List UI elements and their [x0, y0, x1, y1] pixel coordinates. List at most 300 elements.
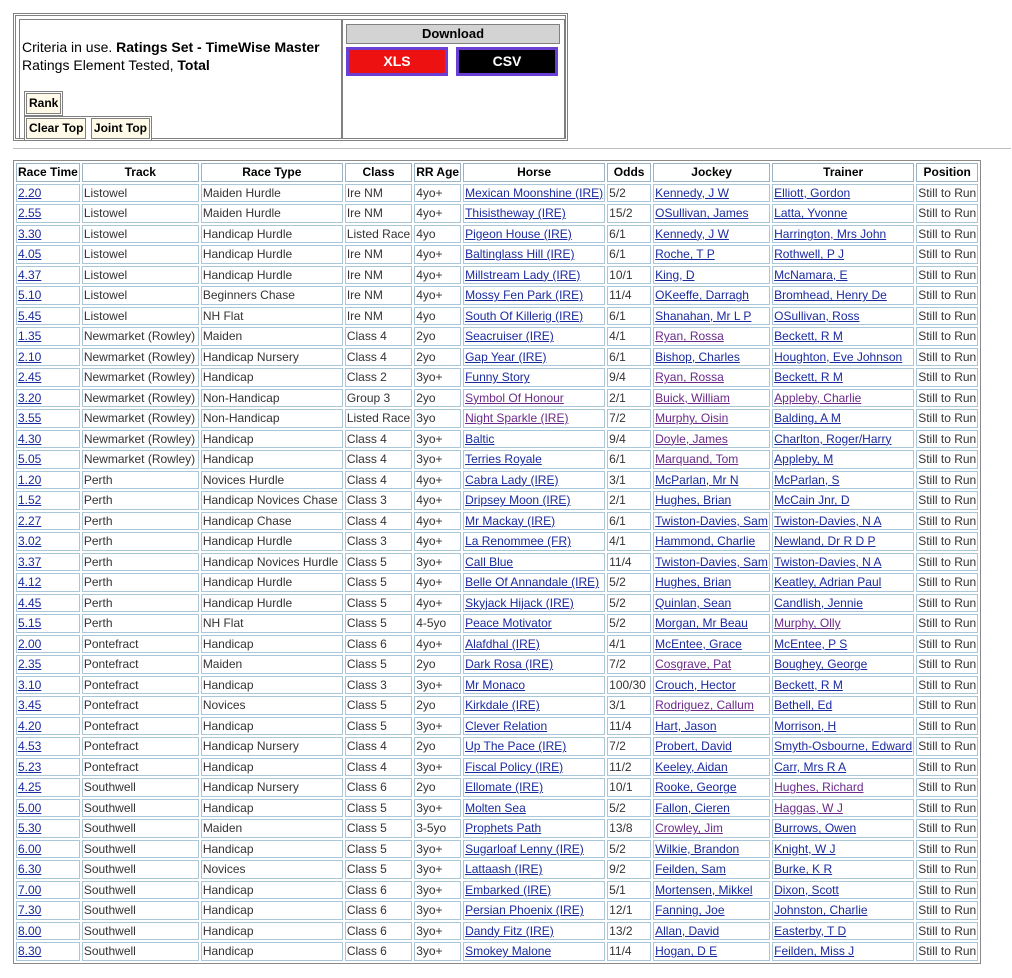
trainer-link[interactable]: Morrison, H	[774, 718, 837, 733]
trainer-link[interactable]: Keatley, Adrian Paul	[774, 575, 882, 590]
jockey-link[interactable]: Feilden, Sam	[655, 862, 726, 877]
jockey-cell	[653, 389, 770, 408]
rr-age-cell: 3yo+	[414, 942, 461, 961]
header-odds[interactable]: Odds	[607, 163, 651, 182]
jockey-link[interactable]: Mortensen, Mikkel	[655, 882, 753, 897]
odds-cell: 5/2	[607, 594, 651, 613]
horse-cell	[463, 942, 605, 961]
horse-link[interactable]: Mr Mackay (IRE)	[465, 513, 556, 528]
race-time-link[interactable]: 4.53	[18, 739, 42, 754]
race-time-link[interactable]: 5.30	[18, 821, 42, 836]
trainer-cell	[772, 819, 914, 838]
race-type-cell: Handicap Nursery	[201, 348, 343, 367]
horse-link[interactable]: Baltic	[465, 431, 495, 446]
odds-cell: 6/1	[607, 512, 651, 531]
race-type-cell: Handicap	[201, 840, 343, 859]
criteria-cell	[19, 19, 342, 139]
race-type-cell: Handicap	[201, 922, 343, 941]
horse-link[interactable]: Baltinglass Hill (IRE)	[465, 247, 575, 262]
race-time-link[interactable]: 5.15	[18, 616, 42, 631]
results-table	[13, 160, 981, 964]
jockey-link[interactable]: Shanahan, Mr L P	[655, 308, 752, 323]
rr-age-cell: 4yo+	[414, 471, 461, 490]
jockey-link[interactable]: Murphy, Oisin	[655, 411, 729, 426]
horse-cell	[463, 696, 605, 715]
position-cell: Still to Run	[916, 737, 978, 756]
jockey-link[interactable]: Marquand, Tom	[655, 452, 739, 467]
trainer-link[interactable]: Hughes, Richard	[774, 780, 864, 795]
ratings-element-value: Total	[177, 57, 210, 73]
track-cell: Pontefract	[82, 696, 199, 715]
position-cell: Still to Run	[916, 409, 978, 428]
trainer-link[interactable]: McNamara, E	[774, 267, 848, 282]
jockey-cell	[653, 778, 770, 797]
trainer-link[interactable]: Latta, Yvonne	[774, 206, 848, 221]
odds-cell: 9/4	[607, 430, 651, 449]
position-cell: Still to Run	[916, 348, 978, 367]
position-cell: Still to Run	[916, 778, 978, 797]
horse-link[interactable]: Smokey Malone	[465, 944, 552, 959]
position-cell: Still to Run	[916, 573, 978, 592]
horse-link[interactable]: Thisistheway (IRE)	[465, 206, 566, 221]
download-cell	[342, 19, 565, 139]
jockey-cell	[653, 409, 770, 428]
trainer-link[interactable]: McParlan, S	[774, 472, 840, 487]
race-time-link[interactable]: 4.37	[18, 267, 42, 282]
class-cell: Class 4	[345, 327, 412, 346]
position-cell: Still to Run	[916, 532, 978, 551]
trainer-link[interactable]: Beckett, R M	[774, 677, 843, 692]
rr-age-cell: 4yo+	[414, 594, 461, 613]
race-time-cell	[16, 717, 80, 736]
rr-age-cell: 3yo	[414, 409, 461, 428]
jockey-link[interactable]: McEntee, Grace	[655, 636, 742, 651]
trainer-link[interactable]: Candlish, Jennie	[774, 595, 863, 610]
jockey-link[interactable]: Buick, William	[655, 390, 730, 405]
jockey-link[interactable]: Twiston-Davies, Sam	[655, 513, 768, 528]
jockey-link[interactable]: Fallon, Cieren	[655, 800, 730, 815]
odds-cell: 2/1	[607, 389, 651, 408]
table-row	[16, 430, 978, 449]
jockey-link[interactable]: Hughes, Brian	[655, 493, 732, 508]
jockey-cell	[653, 860, 770, 879]
jockey-link[interactable]: Cosgrave, Pat	[655, 657, 732, 672]
trainer-link[interactable]: Harrington, Mrs John	[774, 226, 887, 241]
class-cell: Class 4	[345, 758, 412, 777]
track-cell: Listowel	[82, 184, 199, 203]
jockey-link[interactable]: Quinlan, Sean	[655, 595, 732, 610]
horse-cell	[463, 307, 605, 326]
trainer-link[interactable]: McCain Jnr, D	[774, 493, 850, 508]
jockey-link[interactable]: Roche, T P	[655, 247, 715, 262]
jockey-link[interactable]: Probert, David	[655, 739, 732, 754]
header-jockey[interactable]: Jockey	[653, 163, 770, 182]
race-time-link[interactable]: 1.20	[18, 472, 42, 487]
horse-link[interactable]: Cabra Lady (IRE)	[465, 472, 559, 487]
odds-cell: 13/8	[607, 819, 651, 838]
download-xls-button[interactable]: XLS	[346, 47, 448, 76]
position-cell: Still to Run	[916, 245, 978, 264]
horse-link[interactable]: South Of Killerig (IRE)	[465, 308, 584, 323]
track-cell: Listowel	[82, 286, 199, 305]
rr-age-cell: 3yo+	[414, 676, 461, 695]
race-type-cell: Handicap	[201, 450, 343, 469]
jockey-cell	[653, 901, 770, 920]
horse-link[interactable]: Millstream Lady (IRE)	[465, 267, 581, 282]
race-time-link[interactable]: 4.20	[18, 718, 42, 733]
jockey-link[interactable]: McParlan, Mr N	[655, 472, 739, 487]
horse-link[interactable]: Dark Rosa (IRE)	[465, 657, 554, 672]
rank-button-box	[24, 91, 63, 116]
horse-link[interactable]: Funny Story	[465, 370, 530, 385]
race-time-link[interactable]: 2.00	[18, 636, 42, 651]
horse-link[interactable]: Seacruiser (IRE)	[465, 329, 554, 344]
jockey-link[interactable]: Kennedy, J W	[655, 226, 729, 241]
horse-link[interactable]: Symbol Of Honour	[465, 390, 564, 405]
race-time-link[interactable]: 3.20	[18, 390, 42, 405]
race-type-cell: Handicap	[201, 676, 343, 695]
clear-top-button[interactable]: Clear Top	[26, 118, 86, 139]
results-table-wrapper	[13, 160, 981, 964]
race-time-link[interactable]: 4.25	[18, 780, 42, 795]
race-time-link[interactable]: 4.30	[18, 431, 42, 446]
trainer-link[interactable]: Appleby, Charlie	[774, 390, 862, 405]
odds-cell: 6/1	[607, 225, 651, 244]
jockey-link[interactable]: Allan, David	[655, 923, 720, 938]
jockey-link[interactable]: Keeley, Aidan	[655, 759, 728, 774]
track-cell: Southwell	[82, 799, 199, 818]
header-race-type[interactable]: Race Type	[201, 163, 343, 182]
trainer-cell	[772, 286, 914, 305]
horse-link[interactable]: Alafdhal (IRE)	[465, 636, 540, 651]
table-row	[16, 922, 978, 941]
position-cell: Still to Run	[916, 471, 978, 490]
odds-cell: 12/1	[607, 901, 651, 920]
position-cell: Still to Run	[916, 512, 978, 531]
position-cell: Still to Run	[916, 676, 978, 695]
horse-cell	[463, 737, 605, 756]
track-cell: Newmarket (Rowley)	[82, 327, 199, 346]
horse-cell	[463, 758, 605, 777]
position-cell: Still to Run	[916, 491, 978, 510]
race-type-cell: Handicap Hurdle	[201, 573, 343, 592]
jockey-link[interactable]: Twiston-Davies, Sam	[655, 554, 768, 569]
race-time-link[interactable]: 1.35	[18, 329, 42, 344]
jockey-link[interactable]: Hammond, Charlie	[655, 534, 756, 549]
trainer-link[interactable]: Easterby, T D	[774, 923, 847, 938]
jockey-cell	[653, 573, 770, 592]
table-row	[16, 409, 978, 428]
jockey-link[interactable]: Hart, Jason	[655, 718, 717, 733]
race-time-link[interactable]: 5.10	[18, 288, 42, 303]
jockey-link[interactable]: Kennedy, J W	[655, 185, 729, 200]
race-time-cell	[16, 491, 80, 510]
horse-link[interactable]: Terries Royale	[465, 452, 542, 467]
rank-button[interactable]: Rank	[26, 93, 61, 114]
horse-cell	[463, 819, 605, 838]
track-cell: Southwell	[82, 922, 199, 941]
class-cell: Class 5	[345, 799, 412, 818]
trainer-link[interactable]: Balding, A M	[774, 411, 841, 426]
odds-cell: 100/30	[607, 676, 651, 695]
horse-cell	[463, 717, 605, 736]
trainer-link[interactable]: Bethell, Ed	[774, 698, 833, 713]
trainer-link[interactable]: Feilden, Miss J	[774, 944, 855, 959]
trainer-link[interactable]: Newland, Dr R D P	[774, 534, 876, 549]
header-position[interactable]: Position	[916, 163, 978, 182]
position-cell: Still to Run	[916, 225, 978, 244]
joint-top-button[interactable]: Joint Top	[91, 118, 150, 139]
race-time-link[interactable]: 2.10	[18, 349, 42, 364]
trainer-link[interactable]: Dixon, Scott	[774, 882, 839, 897]
race-type-cell: Handicap Hurdle	[201, 245, 343, 264]
race-type-cell: Maiden	[201, 655, 343, 674]
trainer-link[interactable]: Bromhead, Henry De	[774, 288, 887, 303]
race-time-link[interactable]: 6.00	[18, 841, 42, 856]
horse-link[interactable]: Dripsey Moon (IRE)	[465, 493, 571, 508]
trainer-cell	[772, 184, 914, 203]
track-cell: Southwell	[82, 881, 199, 900]
position-cell: Still to Run	[916, 450, 978, 469]
horse-link[interactable]: Clever Relation	[465, 718, 548, 733]
odds-cell: 4/1	[607, 635, 651, 654]
rr-age-cell: 4yo+	[414, 204, 461, 223]
jockey-cell	[653, 922, 770, 941]
rr-age-cell: 2yo	[414, 737, 461, 756]
horse-link[interactable]: Mr Monaco	[465, 677, 526, 692]
race-time-link[interactable]: 2.55	[18, 206, 42, 221]
trainer-link[interactable]: Smyth-Osbourne, Edward	[774, 739, 913, 754]
jockey-link[interactable]: Hogan, D E	[655, 944, 718, 959]
header-trainer[interactable]: Trainer	[772, 163, 914, 182]
jockey-link[interactable]: Wilkie, Brandon	[655, 841, 740, 856]
horse-link[interactable]: Fiscal Policy (IRE)	[465, 759, 564, 774]
horse-link[interactable]: Belle Of Annandale (IRE)	[465, 575, 600, 590]
track-cell: Listowel	[82, 204, 199, 223]
race-type-cell: Maiden	[201, 819, 343, 838]
race-time-cell	[16, 368, 80, 387]
class-cell: Ire NM	[345, 307, 412, 326]
odds-cell: 6/1	[607, 307, 651, 326]
race-time-link[interactable]: 1.52	[18, 493, 42, 508]
odds-cell: 9/4	[607, 368, 651, 387]
trainer-cell	[772, 676, 914, 695]
track-cell: Pontefract	[82, 758, 199, 777]
horse-link[interactable]: Night Sparkle (IRE)	[465, 411, 569, 426]
horse-link[interactable]: Prophets Path	[465, 821, 542, 836]
jockey-link[interactable]: King, D	[655, 267, 695, 282]
header-rr-age[interactable]: RR Age	[414, 163, 461, 182]
race-time-link[interactable]: 7.00	[18, 882, 42, 897]
table-row	[16, 860, 978, 879]
download-csv-button[interactable]: CSV	[456, 47, 558, 76]
jockey-cell	[653, 532, 770, 551]
horse-link[interactable]: Pigeon House (IRE)	[465, 226, 572, 241]
jockey-link[interactable]: OSullivan, James	[655, 206, 749, 221]
horse-link[interactable]: Dandy Fitz (IRE)	[465, 923, 554, 938]
race-time-link[interactable]: 7.30	[18, 903, 42, 918]
track-cell: Southwell	[82, 901, 199, 920]
race-time-link[interactable]: 2.35	[18, 657, 42, 672]
header-race-time[interactable]: Race Time	[16, 163, 80, 182]
trainer-link[interactable]: Rothwell, P J	[774, 247, 844, 262]
race-type-cell: Handicap	[201, 901, 343, 920]
trainer-link[interactable]: Knight, W J	[774, 841, 836, 856]
race-time-link[interactable]: 5.45	[18, 308, 42, 323]
horse-link[interactable]: Embarked (IRE)	[465, 882, 552, 897]
jockey-link[interactable]: Hughes, Brian	[655, 575, 732, 590]
jockey-cell	[653, 676, 770, 695]
trainer-link[interactable]: Charlton, Roger/Harry	[774, 431, 892, 446]
track-cell: Perth	[82, 512, 199, 531]
race-time-link[interactable]: 3.37	[18, 554, 42, 569]
track-cell: Listowel	[82, 266, 199, 285]
jockey-link[interactable]: Crowley, Jim	[655, 821, 723, 836]
trainer-link[interactable]: Beckett, R M	[774, 329, 843, 344]
jockey-link[interactable]: Fanning, Joe	[655, 903, 725, 918]
track-cell: Newmarket (Rowley)	[82, 389, 199, 408]
horse-link[interactable]: Skyjack Hijack (IRE)	[465, 595, 574, 610]
race-time-link[interactable]: 5.00	[18, 800, 42, 815]
horse-link[interactable]: Mossy Fen Park (IRE)	[465, 288, 584, 303]
rr-age-cell: 3yo+	[414, 840, 461, 859]
odds-cell: 6/1	[607, 450, 651, 469]
race-time-link[interactable]: 3.55	[18, 411, 42, 426]
jockey-link[interactable]: OKeeffe, Darragh	[655, 288, 749, 303]
race-time-link[interactable]: 3.30	[18, 226, 42, 241]
trainer-link[interactable]: Burke, K R	[774, 862, 833, 877]
horse-link[interactable]: La Renommee (FR)	[465, 534, 572, 549]
trainer-link[interactable]: Elliott, Gordon	[774, 185, 851, 200]
position-cell: Still to Run	[916, 594, 978, 613]
trainer-cell	[772, 409, 914, 428]
rr-age-cell: 3yo+	[414, 901, 461, 920]
jockey-link[interactable]: Rooke, George	[655, 780, 737, 795]
trainer-link[interactable]: Burrows, Owen	[774, 821, 857, 836]
trainer-link[interactable]: Carr, Mrs R A	[774, 759, 847, 774]
jockey-link[interactable]: Ryan, Rossa	[655, 370, 724, 385]
header-horse[interactable]: Horse	[463, 163, 605, 182]
trainer-cell	[772, 389, 914, 408]
header-class[interactable]: Class	[345, 163, 412, 182]
race-time-link[interactable]: 4.05	[18, 247, 42, 262]
race-time-cell	[16, 696, 80, 715]
track-cell: Perth	[82, 573, 199, 592]
race-time-link[interactable]: 3.02	[18, 534, 42, 549]
horse-link[interactable]: Ellomate (IRE)	[465, 780, 544, 795]
horse-link[interactable]: Up The Pace (IRE)	[465, 739, 567, 754]
odds-cell: 7/2	[607, 409, 651, 428]
trainer-link[interactable]: Twiston-Davies, N A	[774, 513, 882, 528]
race-time-link[interactable]: 4.45	[18, 595, 42, 610]
horse-link[interactable]: Molten Sea	[465, 800, 526, 815]
horse-link[interactable]: Gap Year (IRE)	[465, 349, 547, 364]
top-buttons-box	[24, 116, 152, 141]
jockey-link[interactable]: Ryan, Rossa	[655, 329, 724, 344]
horse-cell	[463, 573, 605, 592]
trainer-link[interactable]: Houghton, Eve Johnson	[774, 349, 903, 364]
horse-cell	[463, 266, 605, 285]
race-type-cell: Handicap Nursery	[201, 778, 343, 797]
race-time-link[interactable]: 8.00	[18, 923, 42, 938]
trainer-link[interactable]: OSullivan, Ross	[774, 308, 860, 323]
rr-age-cell: 2yo	[414, 655, 461, 674]
trainer-link[interactable]: Johnston, Charlie	[774, 903, 868, 918]
position-cell: Still to Run	[916, 881, 978, 900]
track-cell: Southwell	[82, 942, 199, 961]
race-time-link[interactable]: 8.30	[18, 944, 42, 959]
race-type-cell: Handicap	[201, 635, 343, 654]
odds-cell: 4/1	[607, 532, 651, 551]
race-time-link[interactable]: 2.27	[18, 513, 42, 528]
race-time-link[interactable]: 5.05	[18, 452, 42, 467]
trainer-link[interactable]: Boughey, George	[774, 657, 868, 672]
jockey-link[interactable]: Crouch, Hector	[655, 677, 736, 692]
trainer-cell	[772, 901, 914, 920]
race-time-link[interactable]: 2.20	[18, 185, 42, 200]
horse-link[interactable]: Kirkdale (IRE)	[465, 698, 540, 713]
race-time-link[interactable]: 2.45	[18, 370, 42, 385]
jockey-link[interactable]: Doyle, James	[655, 431, 728, 446]
race-time-link[interactable]: 3.45	[18, 698, 42, 713]
horse-link[interactable]: Sugarloaf Lenny (IRE)	[465, 841, 584, 856]
race-time-cell	[16, 737, 80, 756]
race-time-link[interactable]: 6.30	[18, 862, 42, 877]
results-body	[16, 184, 978, 961]
trainer-link[interactable]: Beckett, R M	[774, 370, 843, 385]
table-row	[16, 594, 978, 613]
race-time-link[interactable]: 5.23	[18, 759, 42, 774]
horse-link[interactable]: Peace Motivator	[465, 616, 552, 631]
class-cell: Class 5	[345, 717, 412, 736]
class-cell: Listed Race	[345, 225, 412, 244]
jockey-link[interactable]: Rodriguez, Callum	[655, 698, 754, 713]
trainer-link[interactable]: Appleby, M	[774, 452, 834, 467]
horse-link[interactable]: Mexican Moonshine (IRE)	[465, 185, 604, 200]
horse-cell	[463, 327, 605, 346]
position-cell: Still to Run	[916, 901, 978, 920]
horse-cell	[463, 348, 605, 367]
race-time-cell	[16, 799, 80, 818]
class-cell: Class 4	[345, 430, 412, 449]
race-time-link[interactable]: 4.12	[18, 575, 42, 590]
trainer-link[interactable]: Haggas, W J	[774, 800, 843, 815]
odds-cell: 10/1	[607, 778, 651, 797]
horse-link[interactable]: Lattaash (IRE)	[465, 862, 543, 877]
odds-cell: 3/1	[607, 471, 651, 490]
horse-link[interactable]: Call Blue	[465, 554, 514, 569]
odds-cell: 11/4	[607, 717, 651, 736]
trainer-link[interactable]: Twiston-Davies, N A	[774, 554, 882, 569]
race-type-cell: Novices	[201, 696, 343, 715]
jockey-link[interactable]: Morgan, Mr Beau	[655, 616, 748, 631]
track-cell: Newmarket (Rowley)	[82, 450, 199, 469]
trainer-link[interactable]: Murphy, Olly	[774, 616, 841, 631]
table-row	[16, 348, 978, 367]
class-cell: Class 5	[345, 553, 412, 572]
trainer-cell	[772, 758, 914, 777]
trainer-link[interactable]: McEntee, P S	[774, 636, 848, 651]
jockey-cell	[653, 266, 770, 285]
jockey-link[interactable]: Bishop, Charles	[655, 349, 740, 364]
race-type-cell: Maiden	[201, 327, 343, 346]
header-track[interactable]: Track	[82, 163, 199, 182]
criteria-text	[22, 38, 320, 74]
horse-link[interactable]: Persian Phoenix (IRE)	[465, 903, 584, 918]
race-type-cell: Handicap Nursery	[201, 737, 343, 756]
class-cell: Class 5	[345, 819, 412, 838]
race-time-link[interactable]: 3.10	[18, 677, 42, 692]
